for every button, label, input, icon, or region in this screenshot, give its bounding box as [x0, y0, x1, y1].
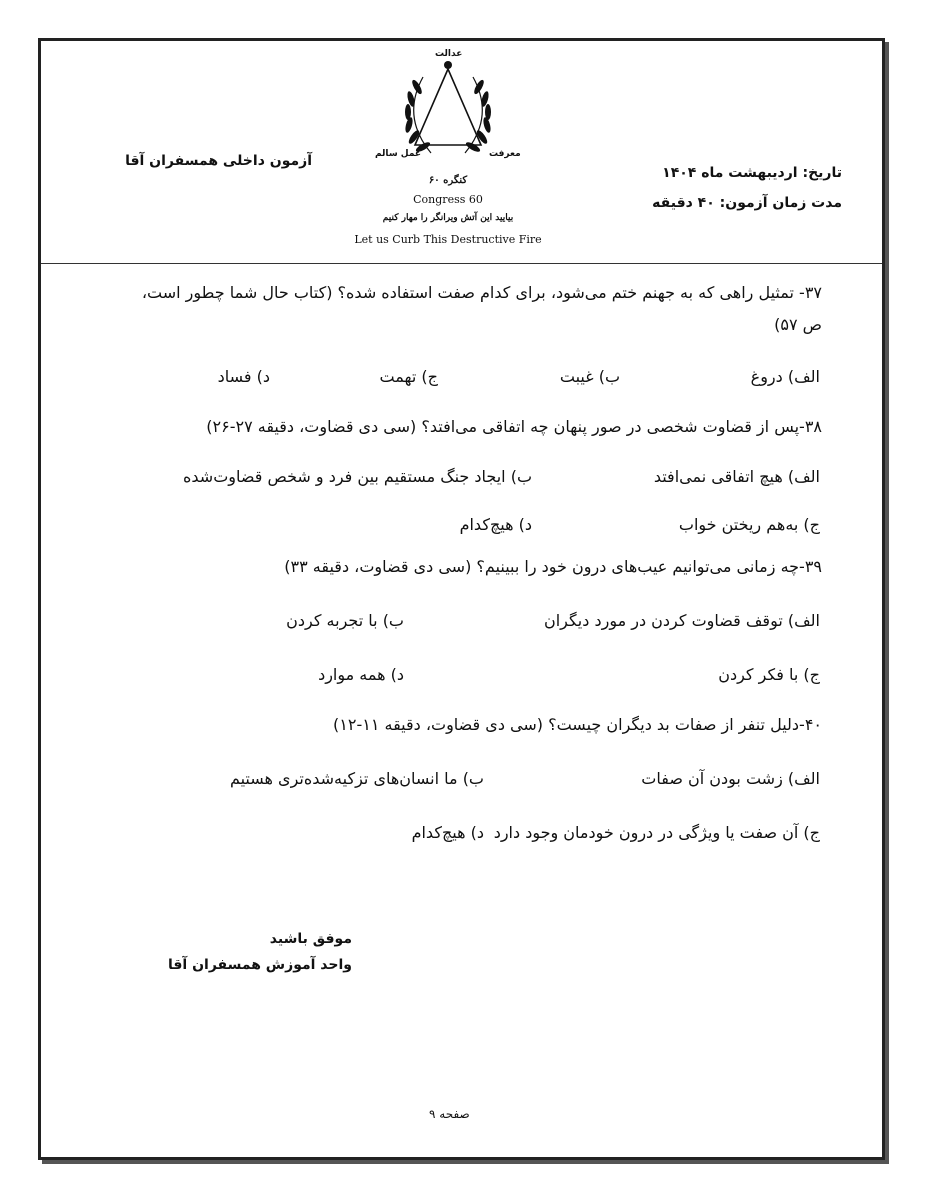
question-37-cont: ص ۵۷): [774, 315, 822, 334]
q38-option-c: ج) به‌هم ریختن خواب: [678, 515, 820, 534]
logo-slogan-en: Let us Curb This Destructive Fire: [354, 233, 542, 246]
logo-right-word: معرفت: [489, 149, 521, 159]
question-38: ۳۸-پس از قضاوت شخصی در صور پنهان چه اتفاقی می‌افتد؟ (سی دی قضاوت، دقیقه ۲۷-۲۶): [206, 417, 822, 436]
question-40: ۴۰-دلیل تنفر از صفات بد دیگران چیست؟ (سی دی قضاوت، دقیقه ۱۱-۱۲): [333, 715, 822, 734]
q39-option-b: ب) با تجربه کردن: [286, 611, 404, 630]
q37-option-c: ج) تهمت: [379, 367, 438, 386]
q37-option-a: الف) دروغ: [750, 367, 820, 386]
closing-unit: واحد آموزش همسفران آقا: [167, 957, 352, 973]
logo-slogan-fa: بیایید این آتش ویرانگر را مهار کنیم: [382, 213, 514, 223]
header-divider: [41, 263, 882, 264]
q40-option-b: ب) ما انسان‌های تزکیه‌شده‌تری هستیم: [229, 769, 484, 788]
congress-logo: [354, 47, 542, 257]
q37-option-b: ب) غیبت: [559, 367, 620, 386]
q40-option-c: ج) آن صفت یا ویژگی در درون خودمان وجود دارد: [493, 823, 820, 842]
q40-option-a: الف) زشت بودن آن صفات: [641, 769, 820, 788]
q38-option-d: د) هیچ‌کدام: [459, 515, 532, 534]
exam-duration: مدت زمان آزمون: ۴۰ دقیقه: [652, 195, 842, 211]
logo-congress-en: Congress 60: [413, 193, 483, 206]
exam-title: آزمون داخلی همسفران آقا: [125, 153, 312, 169]
page-number: صفحه ۹: [429, 1107, 470, 1121]
q40-option-d: د) هیچ‌کدام: [411, 823, 484, 842]
logo-left-word: عمل سالم: [375, 149, 422, 159]
q39-option-c: ج) با فکر کردن: [718, 665, 820, 684]
question-37: ۳۷- تمثیل راهی که به جهنم ختم می‌شود، برای کدام صفت استفاده شده؟ (کتاب حال شما چطور است،: [141, 283, 822, 302]
q38-option-a: الف) هیچ اتفاقی نمی‌افتد: [653, 467, 820, 486]
q39-option-d: د) همه موارد: [318, 665, 404, 684]
exam-date: تاریخ: اردیبهشت ماه ۱۴۰۴: [662, 165, 842, 181]
closing-wish: موفق باشید: [269, 931, 352, 947]
q39-option-a: الف) توقف قضاوت کردن در مورد دیگران: [543, 611, 820, 630]
page-frame: [38, 38, 885, 1160]
logo-top-word: عدالت: [435, 49, 463, 59]
q37-option-d: د) فساد: [217, 367, 270, 386]
q38-option-b: ب) ایجاد جنگ مستقیم بین فرد و شخص قضاوت‌شده: [183, 467, 532, 486]
logo-congress-fa: کنگره ۶۰: [428, 175, 468, 186]
question-39: ۳۹-چه زمانی می‌توانیم عیب‌های درون خود را ببینیم؟ (سی دی قضاوت، دقیقه ۳۳): [284, 557, 822, 576]
